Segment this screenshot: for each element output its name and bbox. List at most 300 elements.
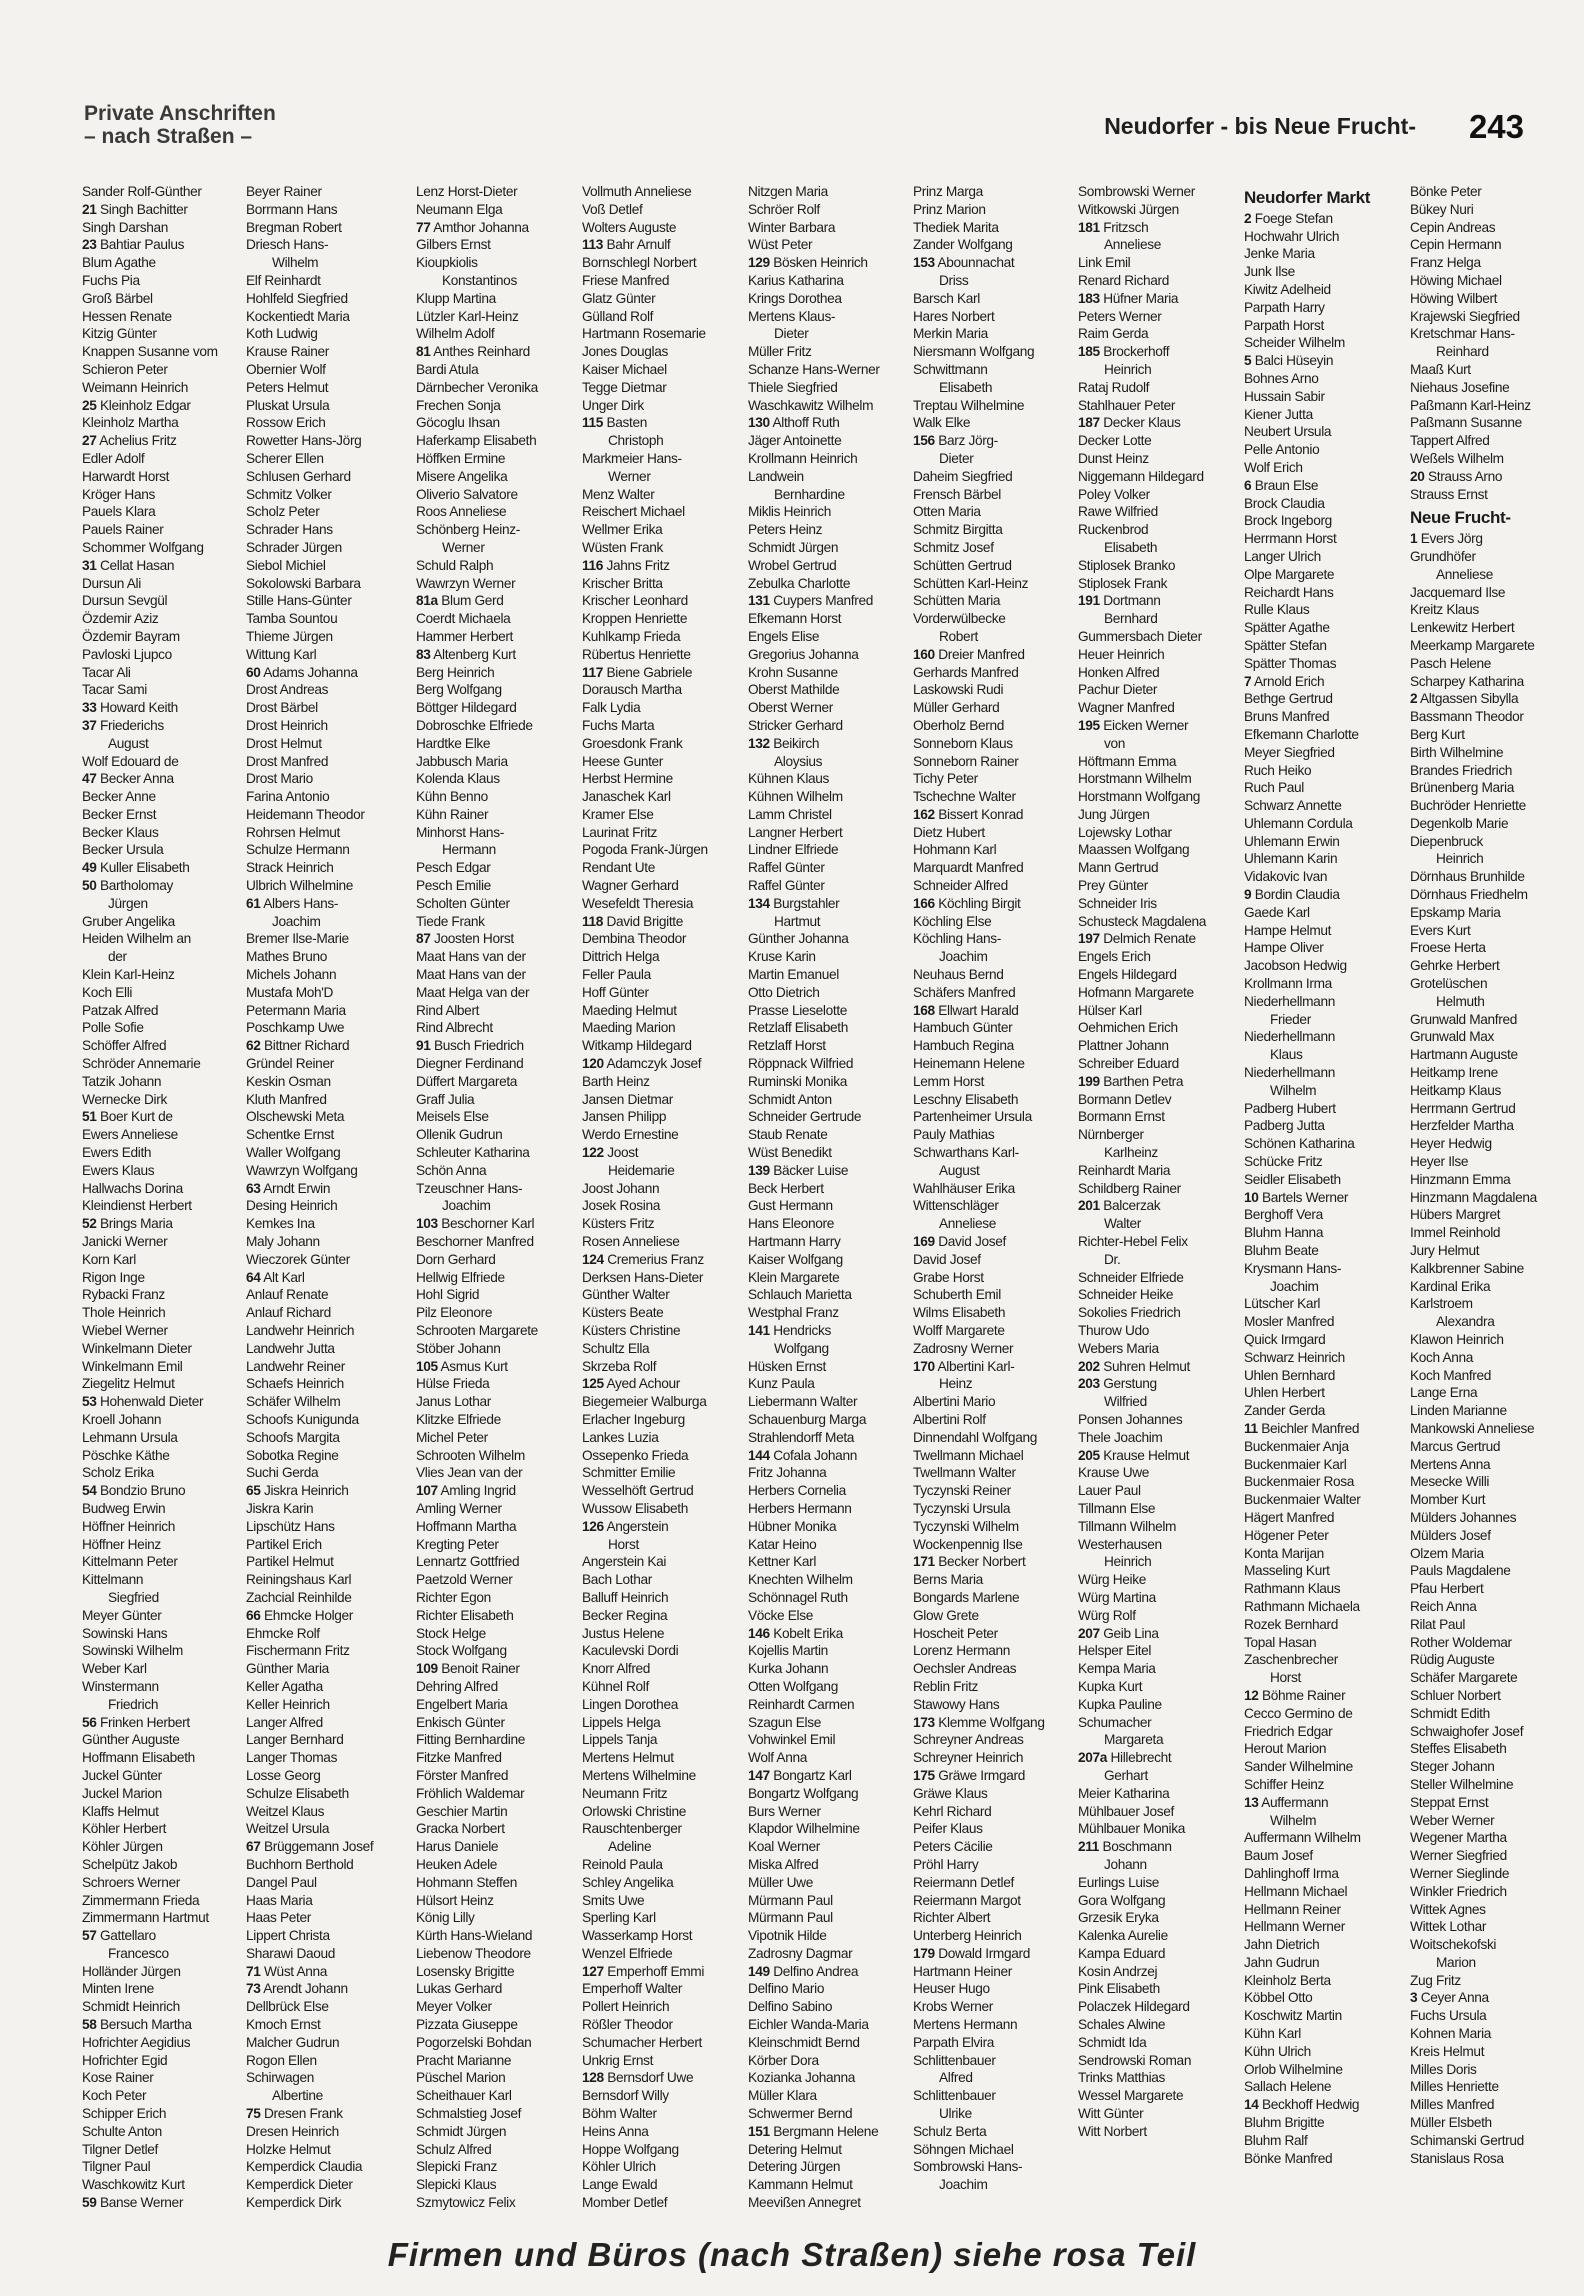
resident-entry: Heuser Hugo: [913, 1981, 990, 1997]
resident-entry: Lauer Paul: [1078, 1483, 1141, 1499]
house-number: 14: [1244, 2097, 1259, 2113]
resident-entry: Knorr Alfred: [582, 1661, 651, 1677]
resident-entry: Jahn Gudrun: [1244, 1954, 1320, 1970]
resident-entry: Kioupkiolis: [416, 255, 478, 271]
resident-entry: Minten Irene: [82, 1981, 154, 1997]
resident-entry: Berns Maria: [913, 1572, 983, 1588]
resident-entry: Schulze Elisabeth: [246, 1785, 349, 1801]
resident-entry: Kaiser Michael: [582, 361, 667, 377]
resident-entry: Schrader Hans: [246, 522, 333, 538]
resident-entry: Pink Elisabeth: [1078, 1981, 1160, 1997]
resident-entry: Justus Helene: [582, 1625, 665, 1641]
resident-entry: Marcus Gertrud: [1410, 1438, 1501, 1454]
resident-entry: Blum Agathe: [82, 255, 156, 271]
resident-entry: Wüsten Frank: [582, 539, 663, 555]
resident-entry: 14 Beckhoff Hedwig: [1244, 2097, 1360, 2113]
resident-entry: Gräwe Klaus: [913, 1785, 988, 1801]
resident-entry: Wawrzyn Wolfgang: [246, 1162, 358, 1178]
resident-entry: Haferkamp Elisabeth: [416, 433, 537, 449]
resident-entry: 33 Howard Keith: [82, 700, 178, 716]
resident-entry: Honken Alfred: [1078, 664, 1160, 680]
name-continuation: Dr.: [1104, 1251, 1121, 1267]
resident-entry: Mülders Josef: [1410, 1527, 1491, 1543]
resident-entry: Heuken Adele: [416, 1856, 498, 1872]
resident-entry: Stahlhauer Peter: [1078, 397, 1176, 413]
resident-entry: Weber Werner: [1410, 1812, 1495, 1828]
resident-entry: Momber Kurt: [1410, 1492, 1486, 1508]
resident-entry: Decker Lotte: [1078, 433, 1152, 449]
resident-entry: Kühnen Klaus: [748, 771, 830, 787]
resident-entry: 5 Balci Hüseyin: [1244, 353, 1334, 369]
resident-entry: Keskin Osman: [246, 1073, 331, 1089]
resident-entry: Hallwachs Dorina: [82, 1180, 183, 1196]
house-number: 61: [246, 895, 261, 911]
resident-entry: Stock Wolfgang: [416, 1643, 507, 1659]
resident-entry: Pöschke Käthe: [82, 1447, 170, 1463]
resident-entry: Heitkamp Klaus: [1410, 1082, 1501, 1098]
resident-entry: Brünenberg Maria: [1410, 780, 1514, 796]
resident-entry: 207 Geib Lina: [1078, 1625, 1159, 1641]
resident-entry: 202 Suhren Helmut: [1078, 1358, 1190, 1374]
resident-entry: Kurka Johann: [748, 1661, 829, 1677]
resident-entry: Stille Hans-Günter: [246, 593, 352, 609]
resident-entry: Mosler Manfred: [1244, 1314, 1335, 1330]
resident-entry: Buchhorn Berthold: [246, 1856, 354, 1872]
house-number: 67: [246, 1839, 261, 1855]
resident-entry: Reiningshaus Karl: [246, 1572, 352, 1588]
resident-entry: Witkowski Jürgen: [1078, 201, 1179, 217]
resident-entry: Farina Antonio: [246, 789, 330, 805]
resident-entry: Müller Fritz: [748, 344, 812, 360]
resident-entry: Vöcke Else: [748, 1607, 813, 1623]
resident-entry: Prasse Lieselotte: [748, 1002, 848, 1018]
resident-entry: Lippert Christa: [246, 1928, 330, 1944]
resident-entry: Mertens Wilhelmine: [582, 1767, 696, 1783]
resident-entry: Ewers Edith: [82, 1145, 152, 1161]
resident-entry: Becker Anne: [82, 789, 156, 805]
resident-entry: Friese Manfred: [582, 272, 670, 288]
resident-entry: Zebulka Charlotte: [748, 575, 851, 591]
resident-entry: 49 Kuller Elisabeth: [82, 860, 190, 876]
resident-entry: Rößler Theodor: [582, 2017, 673, 2033]
resident-entry: Landwehr Reiner: [246, 1358, 345, 1374]
house-number: 201: [1078, 1198, 1100, 1214]
resident-entry: Schmidt Ida: [1078, 2034, 1147, 2050]
column-2: [246, 183, 396, 2228]
resident-entry: 87 Joosten Horst: [416, 931, 514, 947]
resident-entry: 20 Strauss Arno: [1410, 468, 1503, 484]
resident-entry: Pluskat Ursula: [246, 397, 330, 413]
resident-entry: Frensch Bärbel: [913, 486, 1001, 502]
resident-entry: Kittelmann: [82, 1572, 144, 1588]
resident-entry: Uhlemann Karin: [1244, 851, 1338, 867]
house-number: 125: [582, 1376, 604, 1392]
house-number: 20: [1410, 468, 1425, 484]
resident-entry: Schulz Berta: [913, 2123, 987, 2139]
resident-entry: Efkemann Horst: [748, 611, 842, 627]
resident-entry: 130 Althoff Ruth: [748, 415, 840, 431]
resident-entry: Prinz Marga: [913, 184, 983, 199]
resident-entry: Wolters Auguste: [582, 219, 677, 235]
resident-entry: Bongards Marlene: [913, 1589, 1020, 1605]
resident-entry: 50 Bartholomay: [82, 878, 173, 894]
resident-entry: 146 Kobelt Erika: [748, 1625, 843, 1641]
resident-entry: Tschechne Walter: [913, 789, 1016, 805]
resident-entry: Schrooten Wilhelm: [416, 1447, 525, 1463]
resident-entry: Wernecke Dirk: [82, 1091, 167, 1107]
resident-entry: Köhler Herbert: [82, 1821, 167, 1837]
resident-entry: Schlauch Marietta: [748, 1287, 852, 1303]
resident-entry: Quick Irmgard: [1244, 1332, 1326, 1347]
house-number: 124: [582, 1251, 604, 1267]
resident-entry: 75 Dresen Frank: [246, 2106, 343, 2122]
resident-entry: Hammer Herbert: [416, 628, 514, 644]
resident-entry: Martin Emanuel: [748, 967, 839, 983]
resident-entry: Otten Maria: [913, 504, 981, 520]
resident-entry: 117 Biene Gabriele: [582, 664, 693, 680]
resident-entry: Sokolies Friedrich: [1078, 1305, 1181, 1321]
resident-entry: Neuhaus Bernd: [913, 967, 1004, 983]
resident-entry: Weimann Heinrich: [82, 379, 188, 395]
resident-entry: Herbers Hermann: [748, 1500, 852, 1516]
resident-entry: Lennartz Gottfried: [416, 1554, 520, 1570]
resident-entry: Strauss Ernst: [1410, 486, 1488, 502]
name-continuation: Heidemarie: [608, 1162, 675, 1178]
resident-entry: Würg Rolf: [1078, 1607, 1136, 1623]
resident-entry: Niederhellmann: [1244, 993, 1335, 1009]
resident-entry: Schönberg Heinz-: [416, 522, 520, 538]
resident-entry: 67 Brüggemann Josef: [246, 1839, 374, 1855]
resident-entry: Engels Erich: [1078, 949, 1151, 965]
resident-entry: Fuchs Ursula: [1410, 2008, 1487, 2024]
resident-entry: Dörnhaus Friedhelm: [1410, 887, 1528, 903]
resident-entry: Schumacher Herbert: [582, 2034, 702, 2050]
house-number: 128: [582, 2070, 604, 2086]
resident-entry: 27 Achelius Fritz: [82, 433, 177, 449]
resident-entry: Bluhm Brigitte: [1244, 2115, 1325, 2131]
resident-entry: Reiermann Margot: [913, 1892, 1021, 1908]
resident-entry: Delfino Mario: [748, 1981, 825, 1997]
resident-entry: Bormann Detlev: [1078, 1091, 1172, 1107]
resident-entry: 9 Bordin Claudia: [1244, 887, 1340, 903]
resident-entry: Ruch Paul: [1244, 780, 1305, 796]
name-continuation: Heinrich: [1104, 1554, 1152, 1570]
street-heading: Neue Frucht-: [1410, 508, 1511, 528]
resident-entry: Wilms Elisabeth: [913, 1305, 1006, 1321]
resident-entry: Losse Georg: [246, 1767, 321, 1783]
house-number: 50: [82, 878, 97, 894]
resident-entry: 23 Bahtiar Paulus: [82, 237, 185, 253]
resident-entry: Kupka Pauline: [1078, 1696, 1162, 1712]
house-number: 59: [82, 2195, 97, 2211]
resident-entry: Waschkowitz Kurt: [82, 2177, 185, 2193]
resident-entry: 25 Kleinholz Edgar: [82, 397, 191, 413]
resident-entry: Raffel Günter: [748, 878, 825, 894]
resident-entry: Göcoglu Ihsan: [416, 415, 500, 431]
resident-entry: Wieczorek Günter: [246, 1251, 350, 1267]
resident-entry: Spätter Thomas: [1244, 655, 1337, 671]
resident-entry: Maeding Helmut: [582, 1002, 677, 1018]
resident-entry: Kolenda Klaus: [416, 771, 500, 787]
house-number: 162: [913, 806, 935, 822]
resident-entry: Lamm Christel: [748, 806, 832, 822]
resident-entry: Fischermann Fritz: [246, 1643, 350, 1659]
name-continuation: von: [1104, 735, 1126, 751]
name-continuation: Wolfgang: [774, 1340, 829, 1356]
name-continuation: Anneliese: [1436, 566, 1493, 582]
name-continuation: Anneliese: [1104, 237, 1161, 253]
house-number: 62: [246, 1038, 261, 1054]
resident-entry: Lukas Gerhard: [416, 1981, 502, 1997]
resident-entry: Hoppe Wolfgang: [582, 2141, 679, 2157]
resident-entry: Schaefs Heinrich: [246, 1376, 344, 1392]
house-number: 21: [82, 201, 97, 217]
resident-entry: Szagun Else: [748, 1714, 822, 1730]
resident-entry: Krohn Susanne: [748, 664, 838, 680]
resident-entry: 149 Delfino Andrea: [748, 1963, 859, 1979]
resident-entry: Daheim Siegfried: [913, 468, 1013, 484]
resident-entry: Niederhellmann: [1244, 1029, 1335, 1045]
resident-entry: Roos Anneliese: [416, 504, 507, 520]
resident-entry: Retzlaff Horst: [748, 1038, 826, 1054]
resident-entry: Hüsken Ernst: [748, 1358, 826, 1374]
resident-entry: Budweg Erwin: [82, 1500, 166, 1516]
resident-entry: Wolf Anna: [748, 1750, 807, 1766]
resident-entry: Gora Wolfgang: [1078, 1892, 1166, 1908]
resident-entry: Zaschenbrecher: [1244, 1652, 1339, 1668]
resident-entry: Barsch Karl: [913, 290, 980, 306]
resident-entry: Wilhelm Adolf: [416, 326, 495, 342]
resident-entry: Schlittenbauer: [913, 2088, 996, 2104]
resident-entry: 2 Foege Stefan: [1244, 210, 1333, 226]
resident-entry: Tzeuschner Hans-: [416, 1180, 523, 1196]
resident-entry: Krollmann Heinrich: [748, 450, 858, 466]
resident-entry: Schönnagel Ruth: [748, 1589, 848, 1605]
resident-entry: Epskamp Maria: [1410, 904, 1501, 920]
resident-entry: Schmitz Josef: [913, 539, 994, 555]
resident-entry: Vollmuth Anneliese: [582, 184, 692, 199]
resident-entry: 147 Bongartz Karl: [748, 1767, 852, 1783]
resident-entry: Degenkolb Marie: [1410, 815, 1509, 831]
resident-entry: Tichy Peter: [913, 771, 978, 787]
house-number: 91: [416, 1038, 431, 1054]
resident-entry: Rossow Erich: [246, 415, 326, 431]
house-number: 11: [1244, 1420, 1258, 1436]
resident-entry: Engels Elise: [748, 628, 820, 644]
resident-entry: Rathmann Klaus: [1244, 1581, 1341, 1597]
house-number: 1: [1410, 531, 1418, 547]
name-continuation: Margareta: [1104, 1732, 1164, 1748]
resident-entry: Mertens Klaus-: [748, 308, 836, 324]
house-number: 37: [82, 717, 97, 733]
name-continuation: Joachim: [272, 913, 321, 929]
resident-entry: Rogon Ellen: [246, 2052, 317, 2068]
name-continuation: Anneliese: [939, 1216, 996, 1232]
resident-entry: Partenheimer Ursula: [913, 1109, 1032, 1125]
resident-entry: Otto Dietrich: [748, 984, 820, 1000]
resident-entry: Meerkamp Margarete: [1410, 637, 1535, 653]
resident-entry: Burs Werner: [748, 1803, 821, 1819]
house-number: 56: [82, 1714, 97, 1730]
resident-entry: Höffken Ermine: [416, 450, 506, 466]
resident-entry: Kleinholz Berta: [1244, 1972, 1331, 1988]
resident-entry: Buckenmaier Walter: [1244, 1492, 1361, 1508]
house-number: 156: [913, 433, 935, 449]
resident-entry: Langer Alfred: [246, 1714, 323, 1730]
resident-entry: Neubert Ursula: [1244, 424, 1332, 440]
resident-entry: Rathmann Michaela: [1244, 1598, 1360, 1614]
resident-entry: Schauenburg Marga: [748, 1411, 867, 1427]
resident-entry: Strack Heinrich: [246, 860, 334, 876]
resident-entry: Jung Jürgen: [1078, 806, 1150, 822]
resident-entry: Juckel Günter: [82, 1767, 162, 1783]
name-continuation: Helmuth: [1436, 993, 1485, 1009]
resident-entry: Zimmermann Hartmut: [82, 1910, 209, 1926]
resident-entry: Berg Heinrich: [416, 664, 495, 680]
resident-entry: Menz Walter: [582, 486, 655, 502]
resident-entry: Vohwinkel Emil: [748, 1732, 836, 1748]
resident-entry: Pauly Mathias: [913, 1127, 995, 1143]
resident-entry: Mankowski Anneliese: [1410, 1420, 1535, 1436]
resident-entry: Helsper Eitel: [1078, 1643, 1152, 1659]
resident-entry: Schwaighofer Josef: [1410, 1723, 1524, 1739]
name-continuation: Siegfried: [108, 1589, 159, 1605]
resident-entry: Rozek Bernhard: [1244, 1616, 1339, 1632]
resident-entry: Wegener Martha: [1410, 1830, 1507, 1846]
resident-entry: Weitzel Ursula: [246, 1821, 330, 1837]
resident-entry: Wüst Peter: [748, 237, 813, 253]
resident-entry: Meyer Volker: [416, 1999, 492, 2015]
resident-entry: Schön Anna: [416, 1162, 487, 1178]
resident-entry: 57 Gattellaro: [82, 1928, 156, 1944]
resident-entry: 156 Barz Jörg-: [913, 433, 998, 449]
resident-entry: Buchröder Henriette: [1410, 798, 1526, 814]
resident-entry: Bremer Ilse-Marie: [246, 931, 349, 947]
resident-entry: Maly Johann: [246, 1234, 320, 1250]
resident-entry: Grundhöfer: [1410, 548, 1476, 564]
name-continuation: Albertine: [272, 2088, 323, 2104]
resident-entry: Spätter Agathe: [1244, 620, 1330, 636]
resident-entry: Steller Wilhelmine: [1410, 1776, 1514, 1792]
resident-entry: Werdo Ernestine: [582, 1127, 679, 1143]
resident-entry: Kühnel Rolf: [582, 1678, 649, 1694]
resident-entry: Würg Martina: [1078, 1589, 1156, 1605]
house-number: 205: [1078, 1447, 1100, 1463]
resident-entry: 199 Barthen Petra: [1078, 1073, 1184, 1089]
resident-entry: Dembina Theodor: [582, 931, 687, 947]
resident-entry: Hägert Manfred: [1244, 1509, 1335, 1525]
resident-entry: Peters Heinz: [748, 522, 823, 538]
resident-entry: Renard Richard: [1078, 272, 1169, 288]
resident-entry: Wellmer Erika: [582, 522, 663, 538]
resident-entry: Prinz Marion: [913, 201, 986, 217]
resident-entry: Mürmann Paul: [748, 1892, 833, 1908]
resident-entry: Glatz Günter: [582, 290, 656, 306]
resident-entry: Kemperdick Dieter: [246, 2177, 353, 2193]
resident-entry: Özdemir Bayram: [82, 628, 180, 644]
resident-entry: Röppnack Wilfried: [748, 1056, 854, 1072]
resident-entry: Niggemann Hildegard: [1078, 468, 1204, 484]
resident-entry: 81 Anthes Reinhard: [416, 344, 530, 360]
resident-entry: Parpath Horst: [1244, 317, 1324, 333]
resident-entry: Söhngen Michael: [913, 2141, 1014, 2157]
resident-entry: Kemperdick Dirk: [246, 2195, 342, 2211]
resident-entry: Malcher Gudrun: [246, 2034, 340, 2050]
resident-entry: 64 Alt Karl: [246, 1269, 305, 1285]
resident-entry: Orlowski Christine: [582, 1803, 686, 1819]
name-continuation: Robert: [939, 628, 978, 644]
resident-entry: Paetzold Werner: [416, 1572, 513, 1588]
resident-entry: Tyczynski Reiner: [913, 1483, 1011, 1499]
resident-entry: Pelle Antonio: [1244, 442, 1320, 458]
resident-entry: Weßels Wilhelm: [1410, 450, 1504, 466]
resident-entry: Dangel Paul: [246, 1874, 317, 1890]
resident-entry: Heese Gunter: [582, 753, 664, 769]
resident-entry: Elf Reinhardt: [246, 272, 321, 288]
resident-entry: Höffner Heinrich: [82, 1518, 176, 1534]
resident-entry: Slepicki Klaus: [416, 2177, 497, 2193]
resident-entry: Ehmcke Rolf: [246, 1625, 320, 1641]
resident-entry: Günther Maria: [246, 1661, 329, 1677]
resident-entry: Slepicki Franz: [416, 2159, 498, 2175]
resident-entry: 127 Emperhoff Emmi: [582, 1963, 705, 1979]
resident-entry: Sombrowski Hans-: [913, 2159, 1023, 2175]
resident-entry: Dursun Sevgül: [82, 593, 168, 609]
house-number: 2: [1410, 691, 1418, 707]
resident-entry: 7 Arnold Erich: [1244, 673, 1325, 689]
resident-entry: Steger Johann: [1410, 1759, 1495, 1775]
resident-entry: Müller Uwe: [748, 1874, 813, 1890]
resident-entry: 12 Böhme Rainer: [1244, 1687, 1346, 1703]
house-number: 107: [416, 1483, 438, 1499]
resident-entry: 162 Bissert Konrad: [913, 806, 1024, 822]
house-number: 141: [748, 1323, 770, 1338]
resident-entry: 144 Cofala Johann: [748, 1447, 857, 1463]
resident-entry: Partikel Erich: [246, 1536, 322, 1552]
resident-entry: Kampa Eduard: [1078, 1945, 1166, 1961]
resident-entry: Würg Heike: [1078, 1572, 1146, 1588]
house-number: 57: [82, 1928, 97, 1944]
resident-entry: Cepin Hermann: [1410, 237, 1502, 253]
house-number: 122: [582, 1145, 604, 1161]
resident-entry: Padberg Hubert: [1244, 1100, 1336, 1116]
column-6: [913, 183, 1063, 2228]
house-number: 211: [1078, 1839, 1100, 1855]
resident-entry: Küsters Christine: [582, 1323, 681, 1338]
resident-entry: Krollmann Irma: [1244, 976, 1332, 992]
resident-entry: Heuer Heinrich: [1078, 646, 1165, 662]
resident-entry: Bethge Gertrud: [1244, 691, 1333, 707]
resident-entry: Raim Gerda: [1078, 326, 1149, 342]
resident-entry: Kleinholz Martha: [82, 415, 179, 431]
resident-entry: Dorausch Martha: [582, 682, 682, 698]
resident-entry: Tappert Alfred: [1410, 433, 1490, 449]
house-number: 197: [1078, 931, 1100, 947]
resident-entry: Karlstroem: [1410, 1296, 1473, 1312]
resident-entry: Kramer Else: [582, 806, 654, 822]
resident-entry: Hübner Monika: [748, 1518, 837, 1534]
resident-entry: 61 Albers Hans-: [246, 895, 339, 911]
resident-entry: Angerstein Kai: [582, 1554, 667, 1570]
resident-entry: Wolf Erich: [1244, 459, 1303, 475]
resident-entry: Schücke Fritz: [1244, 1154, 1323, 1170]
resident-entry: Uhlemann Cordula: [1244, 815, 1353, 831]
resident-entry: 160 Dreier Manfred: [913, 646, 1025, 662]
resident-entry: Rataj Rudolf: [1078, 379, 1150, 395]
resident-entry: Oberst Mathilde: [748, 682, 840, 698]
resident-entry: Schulz Alfred: [416, 2141, 492, 2157]
house-number: 73: [246, 1981, 261, 1997]
